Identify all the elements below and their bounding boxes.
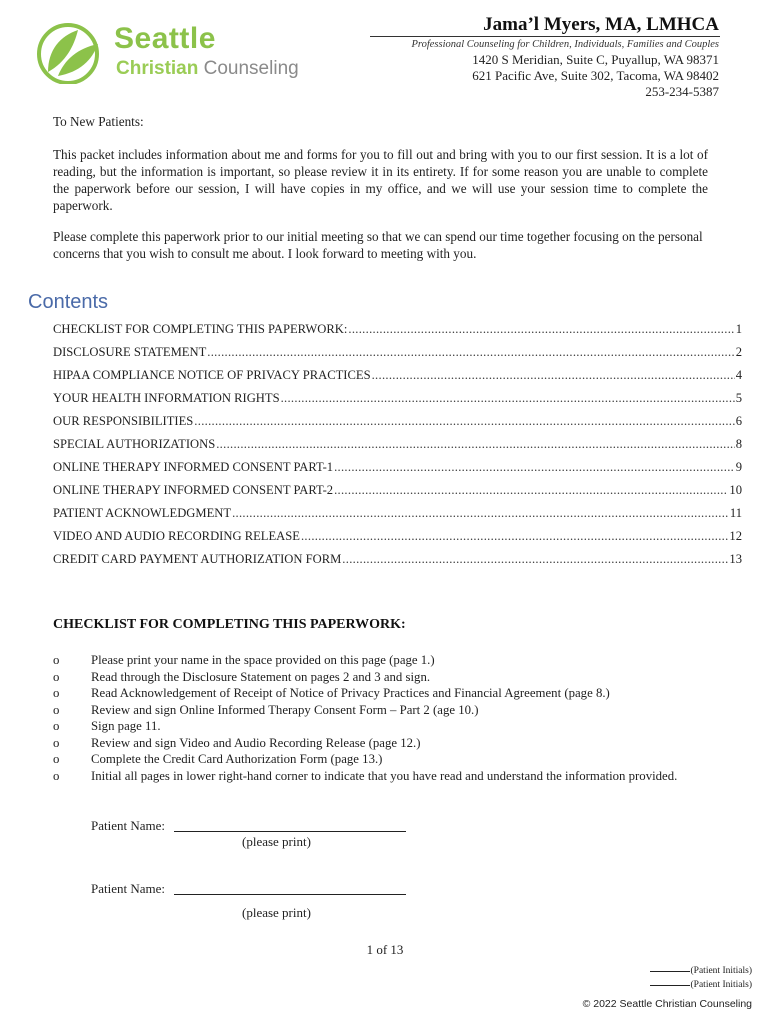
initials-label: (Patient Initials)	[690, 980, 752, 990]
page-number: 1 of 13	[366, 942, 404, 957]
checklist-bullet: o	[53, 752, 60, 766]
toc-leader-dots	[348, 322, 734, 337]
toc-entry[interactable]	[53, 414, 742, 437]
letter-paragraph-2: Please complete this paperwork prior to our initial meeting so that we can spend our time together focusing on the personal concerns that you wish to consult me about. I look forward to meeting with you.	[53, 229, 703, 261]
toc-entry-page: 10	[729, 483, 742, 497]
toc-leader-dots	[334, 460, 735, 475]
checklist-item	[53, 685, 693, 702]
toc-leader-dots	[334, 483, 728, 498]
practice-tagline: Professional Counseling for Children, Individuals, Families and Couples	[411, 39, 719, 50]
toc-entry-title[interactable]: PATIENT ACKNOWLEDGMENT	[53, 506, 232, 520]
toc-leader-dots	[301, 529, 728, 544]
toc-entry[interactable]	[53, 391, 742, 414]
checklist-item-text: Review and sign Video and Audio Recording Release (page 12.)	[91, 735, 421, 750]
toc-leader-dots	[342, 552, 728, 567]
letter-greeting: To New Patients:	[53, 114, 144, 129]
checklist-item-text: Review and sign Online Informed Therapy Consent Form – Part 2 (age 10.)	[91, 702, 479, 717]
checklist-item	[53, 652, 693, 669]
patient-name-label-2: Patient Name:	[91, 881, 166, 896]
toc-entry-page: 4	[735, 368, 742, 382]
patient-name-line-1[interactable]	[174, 831, 406, 832]
contents-heading: Contents	[28, 291, 109, 313]
checklist-item	[53, 718, 693, 735]
checklist-item	[53, 768, 693, 785]
toc-entry-page: 11	[729, 506, 742, 520]
checklist-item	[53, 751, 693, 768]
checklist-bullet: o	[53, 719, 60, 733]
toc-entry-page: 1	[735, 322, 742, 336]
toc-entry-page: 9	[735, 460, 742, 474]
address-line-2: 621 Pacific Ave, Suite 302, Tacoma, WA 98402	[472, 68, 719, 83]
header-divider	[370, 36, 720, 37]
toc-entry[interactable]	[53, 368, 742, 391]
toc-entry-title[interactable]: DISCLOSURE STATEMENT	[53, 345, 207, 359]
logo-text-seattle: Seattle	[114, 22, 216, 55]
toc-entry-title[interactable]: CHECKLIST FOR COMPLETING THIS PAPERWORK:	[53, 322, 348, 336]
checklist-item-text: Complete the Credit Card Authorization Form (page 13.)	[91, 752, 383, 766]
toc-entry[interactable]	[53, 437, 742, 460]
toc-leader-dots	[372, 368, 735, 383]
patient-initials-field-1[interactable]	[650, 966, 752, 976]
checklist-bullet: o	[53, 768, 60, 783]
toc-leader-dots	[281, 391, 735, 406]
leaf-logo-icon	[34, 20, 106, 84]
checklist-bullet: o	[53, 653, 60, 667]
company-logo	[34, 20, 314, 86]
toc-entry-page: 8	[735, 437, 742, 451]
initials-blank[interactable]	[650, 985, 690, 986]
checklist-bullet: o	[53, 669, 60, 684]
toc-leader-dots	[232, 506, 729, 521]
toc-entry-page: 2	[735, 345, 742, 359]
checklist-bullet: o	[53, 702, 60, 717]
phone-number: 253-234-5387	[645, 84, 719, 99]
toc-entry-title[interactable]: SPECIAL AUTHORIZATIONS	[53, 437, 216, 451]
toc-entry-title[interactable]: HIPAA COMPLIANCE NOTICE OF PRIVACY PRACTICES	[53, 368, 371, 382]
toc-entry-page: 6	[735, 414, 742, 428]
toc-entry[interactable]	[53, 460, 742, 483]
toc-leader-dots	[207, 345, 734, 360]
toc-leader-dots	[216, 437, 734, 452]
logo-text-christian-counseling: Christian Counseling	[116, 58, 299, 79]
toc-entry-title[interactable]: VIDEO AND AUDIO RECORDING RELEASE	[53, 529, 300, 543]
initials-blank[interactable]	[650, 971, 690, 972]
checklist-item-text: Read through the Disclosure Statement on pages 2 and 3 and sign.	[91, 669, 431, 684]
address-line-1: 1420 S Meridian, Suite C, Puyallup, WA 98371	[472, 52, 719, 67]
checklist-item-text: Please print your name in the space provided on this page (page 1.)	[91, 653, 435, 667]
checklist-item	[53, 702, 693, 719]
toc-entry[interactable]	[53, 322, 742, 345]
checklist-item-text: Sign page 11.	[91, 719, 161, 733]
toc-leader-dots	[194, 414, 734, 429]
checklist-bullet: o	[53, 735, 60, 750]
please-print-note-2: (please print)	[242, 905, 311, 920]
toc-entry-title[interactable]: ONLINE THERAPY INFORMED CONSENT PART-1	[53, 460, 334, 474]
toc-entry-page: 5	[735, 391, 742, 405]
toc-entry-title[interactable]: OUR RESPONSIBILITIES	[53, 414, 194, 428]
toc-entry-title[interactable]: YOUR HEALTH INFORMATION RIGHTS	[53, 391, 280, 405]
letter-paragraph-1: This packet includes information about me and forms for you to fill out and bring with you to our first session. It is a lot of reading, but the information is important, so please review it in its entirety. If for some reason you are unable to complete the paperwork before our session, I will have copies in my office, and we will use your session time to complete the paperwork.	[53, 147, 708, 213]
copyright-footer: © 2022 Seattle Christian Counseling	[582, 998, 752, 1010]
toc-entry[interactable]	[53, 483, 742, 506]
patient-name-line-2[interactable]	[174, 894, 406, 895]
toc-entry-title[interactable]: ONLINE THERAPY INFORMED CONSENT PART-2	[53, 483, 334, 497]
checklist-item	[53, 735, 693, 752]
checklist-bullet: o	[53, 686, 60, 700]
checklist-item	[53, 669, 693, 686]
toc-entry[interactable]	[53, 506, 742, 529]
checklist-item-text: Read Acknowledgement of Receipt of Notice of Privacy Practices and Financial Agreement (page 8.)	[91, 686, 610, 700]
toc-entry[interactable]	[53, 552, 742, 575]
toc-entry[interactable]	[53, 345, 742, 368]
table-of-contents	[53, 322, 742, 575]
initials-label: (Patient Initials)	[690, 966, 752, 976]
checklist-heading: CHECKLIST FOR COMPLETING THIS PAPERWORK:	[53, 617, 406, 632]
patient-name-label-1: Patient Name:	[91, 818, 166, 833]
checklist-item-text: Initial all pages in lower right-hand corner to indicate that you have read and understand the information provided.	[91, 768, 678, 783]
toc-entry-page: 12	[729, 529, 742, 543]
toc-entry-title[interactable]: CREDIT CARD PAYMENT AUTHORIZATION FORM	[53, 552, 342, 566]
checklist	[53, 652, 693, 784]
please-print-note-1: (please print)	[242, 834, 311, 849]
patient-initials-field-2[interactable]	[650, 980, 752, 990]
toc-entry-page: 13	[729, 552, 742, 566]
toc-entry[interactable]	[53, 529, 742, 552]
counselor-name: Jama’l Myers, MA, LMHCA	[483, 14, 719, 35]
contact-block	[472, 52, 719, 100]
